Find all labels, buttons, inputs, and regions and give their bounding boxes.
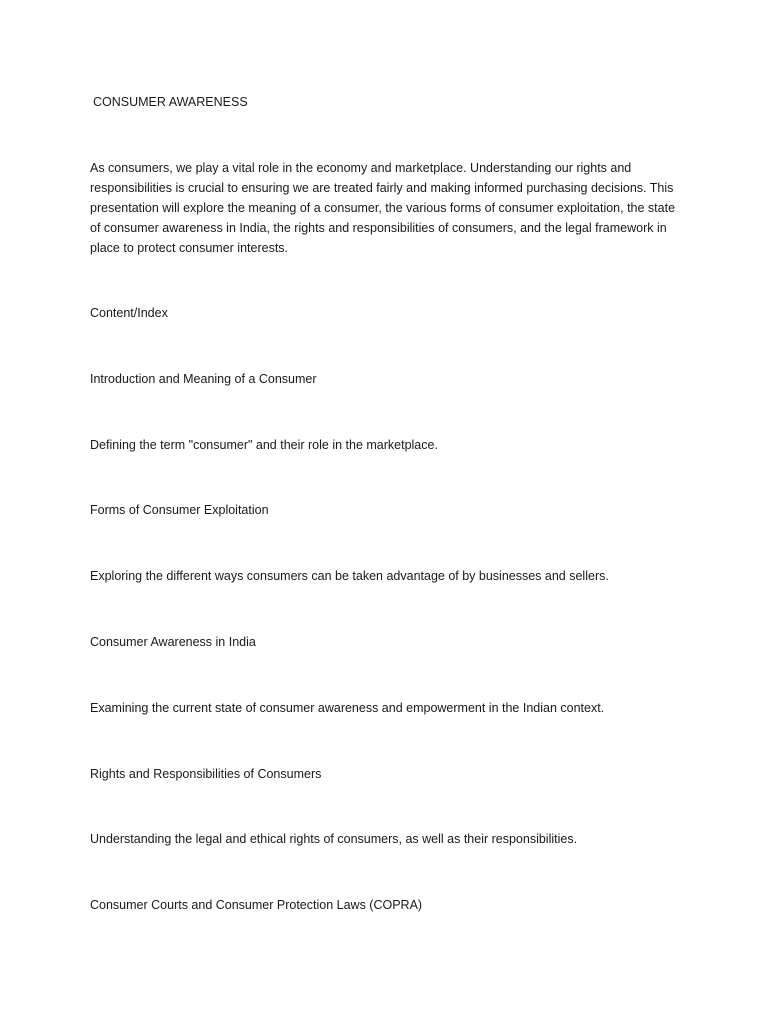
section-heading-awareness-india: Consumer Awareness in India xyxy=(90,635,256,649)
intro-paragraph: As consumers, we play a vital role in the economy and marketplace. Understanding our rights and responsibilities is crucial to ensuring we are treated fairly and making informed purchasing decisions. This presentation will explore the meaning of a consumer, the various forms of consumer exploitation, the state of consumer awareness in India, the rights and responsibilities of consumers, and the legal framework in place to protect consumer interests. xyxy=(90,161,676,255)
index-heading: Content/Index xyxy=(90,306,168,320)
section-description-exploitation: Exploring the different ways consumers can be taken advantage of by businesses and sellers. xyxy=(90,569,609,583)
section-heading-exploitation: Forms of Consumer Exploitation xyxy=(90,503,269,517)
section-heading-copra: Consumer Courts and Consumer Protection Laws (COPRA) xyxy=(90,898,423,912)
section-heading-rights: Rights and Responsibilities of Consumers xyxy=(90,767,322,781)
document-title: CONSUMER AWARENESS xyxy=(93,95,248,109)
section-description-introduction: Defining the term "consumer" and their role in the marketplace. xyxy=(90,438,438,452)
section-description-rights: Understanding the legal and ethical rights of consumers, as well as their responsibilities. xyxy=(90,832,578,846)
section-heading-introduction: Introduction and Meaning of a Consumer xyxy=(90,372,317,386)
section-description-awareness-india: Examining the current state of consumer awareness and empowerment in the Indian context. xyxy=(90,701,605,715)
